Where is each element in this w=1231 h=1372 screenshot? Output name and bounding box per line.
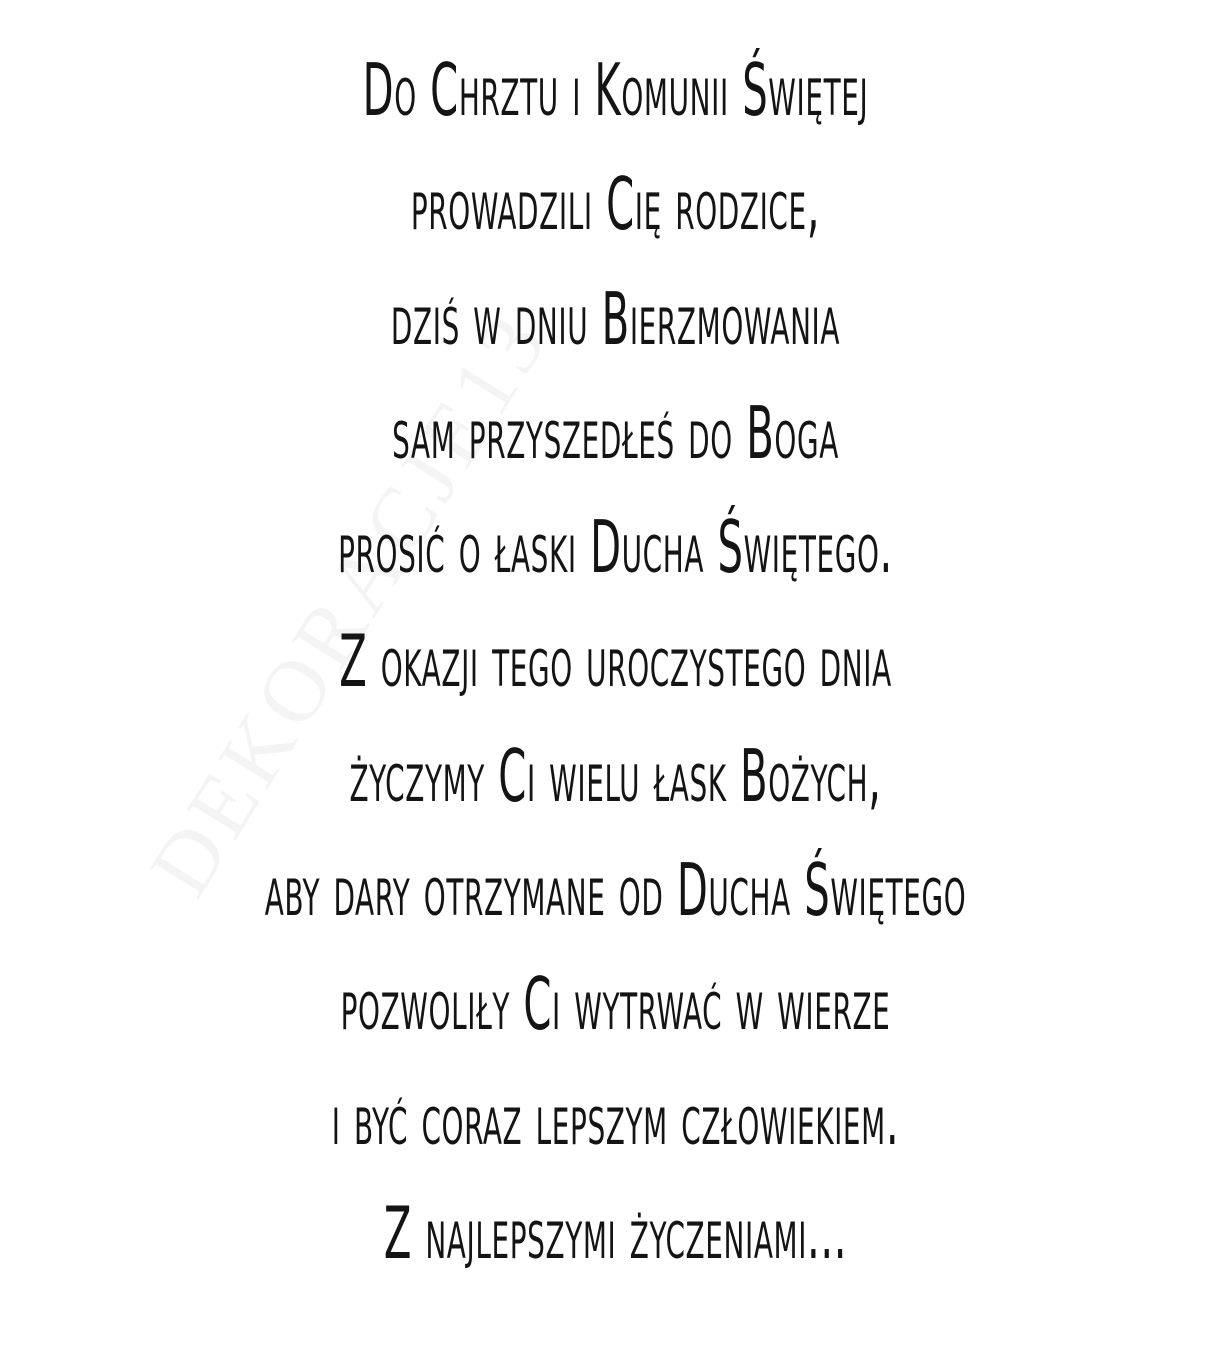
poem-line-6: Z okazji tego uroczystego dnia [339,619,892,704]
poem-line-10: i być coraz lepszym człowiekiem. [331,1076,900,1161]
poem-line-2: prowadzili Cię rodzice, [410,162,821,247]
poem-line-5: prosić o łaski Ducha Świętego. [338,505,893,590]
poem-line-11: Z najlepszymi życzeniami... [383,1190,848,1275]
poem-line-9: pozwoliły Ci wytrwać w wierze [340,962,891,1047]
poem-line-3: dziś w dniu Bierzmowania [390,276,841,361]
poem-text [0,40,1231,1297]
poem-line-4: sam przyszedłeś do Boga [392,390,839,475]
poem-line-1: Do Chrztu i Komunii Świętej [362,48,869,132]
poem-line-7: życzymy Ci wielu łask Bożych, [349,733,882,818]
poem-line-8: aby dary otrzymane od Ducha Świętego [264,848,967,933]
